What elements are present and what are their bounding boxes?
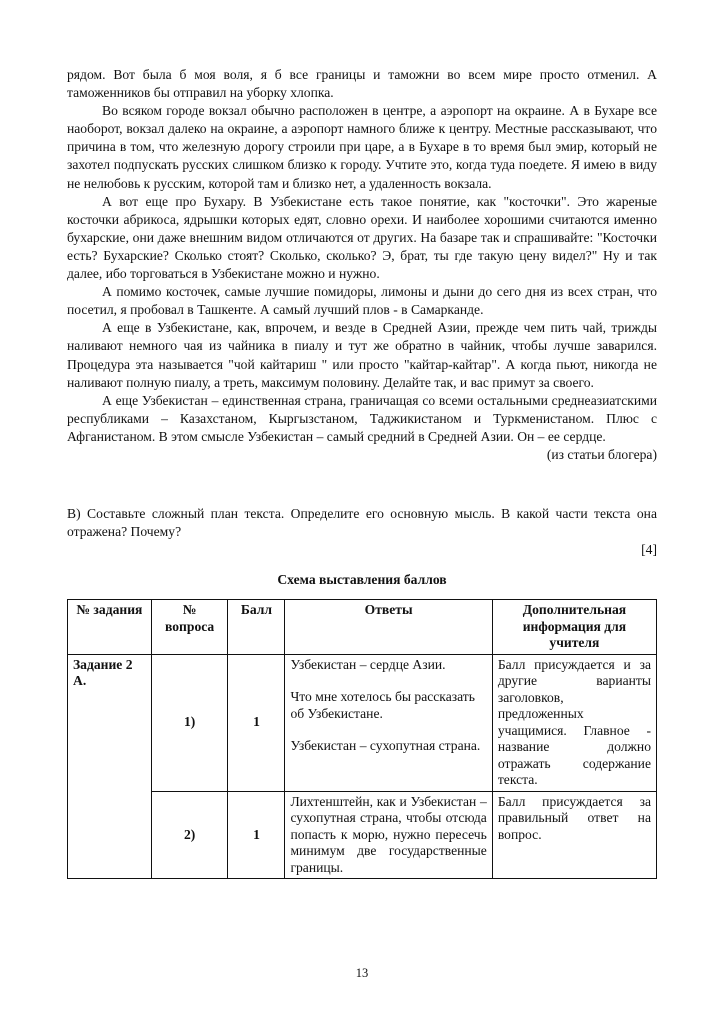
score-cell: 1 (228, 654, 285, 791)
header-answers: Ответы (285, 600, 492, 655)
header-question-no: № вопроса (151, 600, 228, 655)
header-score: Балл (228, 600, 285, 655)
table-title: Схема выставления баллов (277, 572, 447, 587)
paragraph-4: А помимо косточек, самые лучшие помидоры, лимоны и дыни до сего дня из всех стран, что посетил, я пробовал в Ташкенте. А самый лучший плов - в Самарканде. (67, 284, 657, 318)
task-label-cell: Задание 2 А. (68, 654, 152, 879)
header-extra-info: Дополнительная информация для учителя (492, 600, 656, 655)
task-section (67, 505, 657, 559)
answer-line: Узбекистан – сердце Азии. (290, 656, 446, 672)
scoring-table (67, 599, 657, 879)
paragraph-3: А вот еще про Бухару. В Узбекистане есть такое понятие, как "косточки". Это жареные косточки абрикоса, ядрышки которых едят, словно орехи. И наиболее хорошими считаются именно бухарские, они даже внешним видом отличаются от других. На базаре так и спрашивайте: "Косточки есть? Бухарские? Сколько стоят? Сколько, сколько? Э, брат, ты где такую цену видел?" Ну и так далее, ибо торговаться в Узбекистане можно и нужно. (67, 193, 657, 282)
question-cell: 1) (151, 654, 228, 791)
task-text: В) Составьте сложный план текста. Определите его основную мысль. В какой части текста она отражена? Почему? (67, 506, 657, 540)
article-text (67, 66, 657, 464)
answer-line: Что мне хотелось бы рассказать об Узбекистане. (290, 689, 475, 721)
header-task-no: № задания (68, 600, 152, 655)
paragraph-2: Во всяком городе вокзал обычно расположен в центре, а аэропорт на окраине. А в Бухаре все наоборот, вокзал далеко на окраине, а аэропорт намного ближе к центру. Местные рассказывают, что причина в том, что железную дорогу строили при царе, а в Бухаре в то время был эмир, который не захотел подпускать русских слишком близко к городу. Учтите это, когда туда поедете. Я имею в виду не нелюбовь к русским, которой там и близко нет, а удаленность вокзала. (67, 103, 657, 191)
answers-cell (285, 654, 492, 791)
answer-line: Узбекистан – сухопутная страна. (290, 738, 481, 753)
answers-cell (285, 791, 492, 879)
extra-info-cell: Балл присуждается за правильный ответ на вопрос. (492, 791, 656, 879)
paragraph-6: А еще Узбекистан – единственная страна, граничащая со всеми остальными среднеазиатскими республиками – Казахстаном, Кыргызстаном, Таджикистаном и Туркменистаном. Плюс с Афганистаном. В этом смысле Узбекистан – самый средний в Средней Азии. Он – ее сердце. (67, 392, 657, 444)
question-cell: 2) (151, 791, 228, 879)
score-cell: 1 (228, 791, 285, 879)
paragraph-1: рядом. Вот была б моя воля, я б все границы и таможни во всем мире просто отменил. А таможенников бы отправил на уборку хлопка. (67, 67, 657, 101)
answer-line: Лихтенштейн, как и Узбекистан – сухопутная страна, чтобы отсюда попасть к морю, нужно пересечь минимум две государственные границы. (290, 793, 487, 875)
task-points: [4] (641, 542, 657, 558)
article-source: (из статьи блогера) (546, 446, 657, 462)
page-number: 13 (355, 966, 369, 980)
extra-info-cell: Балл присуждается и за другие варианты заголовков, предложенных учащимися. Главное - название должно отражать содержание текста. (492, 654, 656, 791)
table-row (68, 654, 657, 791)
table-header-row (68, 600, 657, 655)
table-row (68, 791, 657, 879)
paragraph-5: А еще в Узбекистане, как, впрочем, и везде в Средней Азии, прежде чем пить чай, трижды наливают немного чая из чайника в пиалу и тут же обратно в чайник, чтобы лучше заварился. Процедура эта называется "чой кайтариш " или просто "кайтар-кайтар". А когда пьют, никогда не наливают полную пиалу, а треть, максимум половину. Делайте так, и вас примут за своего. (67, 320, 657, 390)
